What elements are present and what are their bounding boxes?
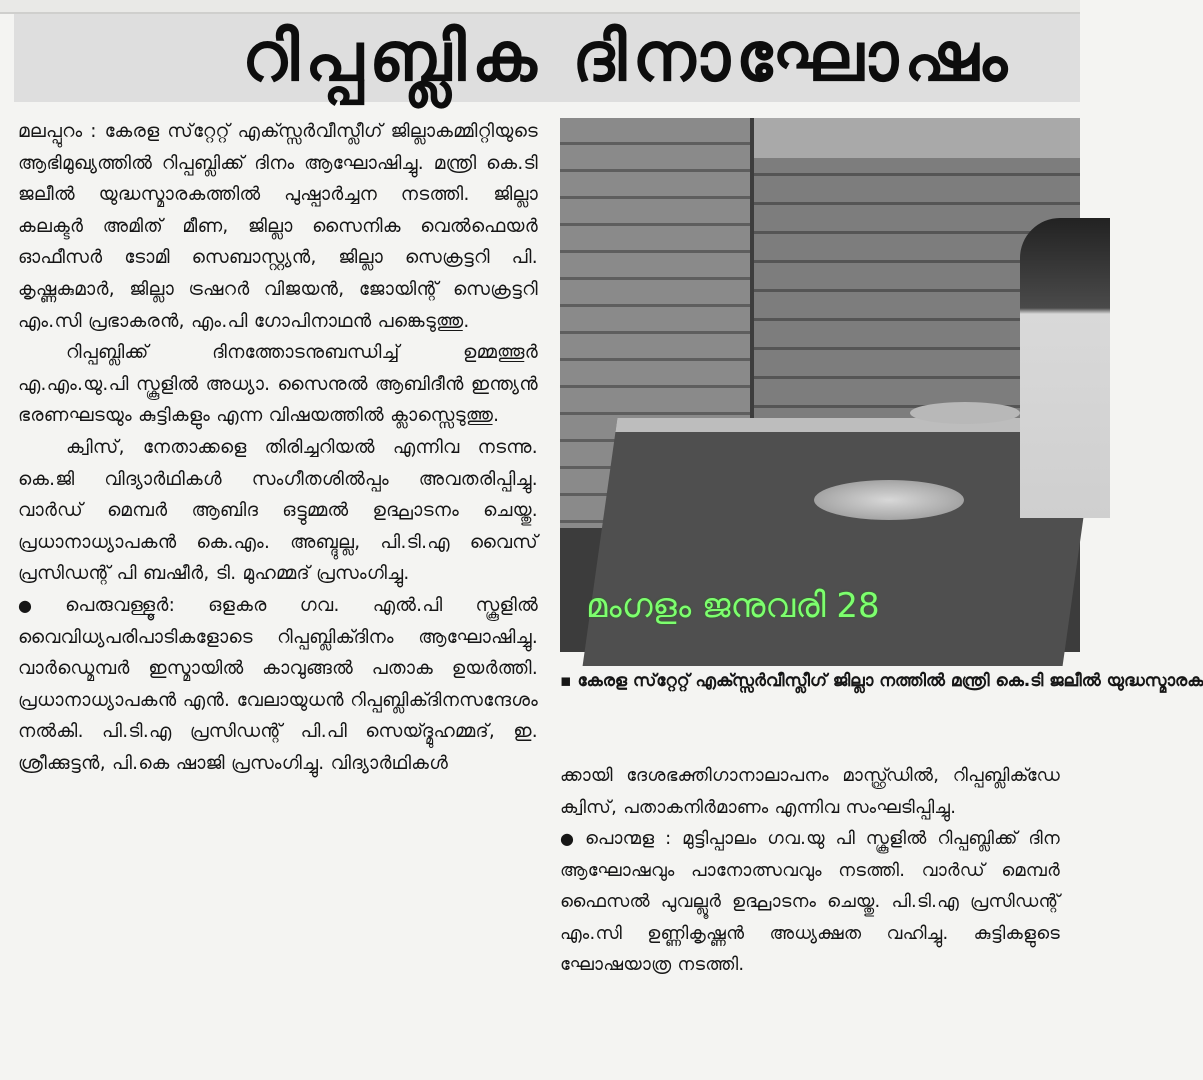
article-paragraph-1: മലപ്പുറം : കേരള സ്‌റ്റേറ്റ് എക്സ്സർവീസ്ലീഗ് ജില്ലാകമ്മിറ്റിയുടെ ആഭിമുഖ്യത്തിൽ റിപ്പബ്ലിക്ക് ദിനം ആഘോഷിച്ചു. മന്ത്രി കെ.ടി ജലീൽ യുദ്ധസ്മാരകത്തിൽ പുഷ്പാർച്ചന നടത്തി. ജില്ലാ കലക്ടർ അമിത് മീണ, ജില്ലാ സൈനിക വെൽഫെയർ ഓഫീസർ ടോമി സെബാസ്റ്റ്യൻ, ജില്ലാ സെക്രട്ടറി പി. കൃഷ്ണകുമാർ, ജില്ലാ ട്രഷറർ വിജയൻ, ജോയിന്റ് സെക്രട്ടറി എം.സി പ്രഭാകരൻ, എം.പി ഗോപിനാഥൻ പങ്കെടുത്തു. — [18, 121, 538, 332]
photo-person — [1020, 218, 1110, 518]
article-paragraph-3: ക്വിസ്, നേതാക്കളെ തിരിച്ചറിയൽ എന്നിവ നടന്നു. കെ.ജി വിദ്യാർഥികൾ സംഗീതശിൽപ്പം അവതരിപ്പിച്ചു. വാർഡ് മെമ്പർ ആബിദ ഒട്ടുമ്മൽ ഉദ്ഘാടനം ചെയ്തു. പ്രധാനാധ്യാപകൻ കെ.എം. അബ്ദുല്ല, പി.ടി.എ വൈസ് പ്രസിഡന്റ് പി ബഷീർ, ടി. മുഹമ്മദ് പ്രസംഗിച്ചു. — [18, 436, 538, 585]
news-photo — [560, 118, 1080, 652]
article-paragraph-4 — [18, 590, 538, 780]
photo-wreath — [814, 480, 964, 520]
article-paragraph-2: റിപ്പബ്ലിക്ക് ദിനത്തോടനുബന്ധിച്ച് ഉമ്മത്തൂർ എ.എം.യു.പി സ്കൂളിൽ അധ്യാ. സൈനുൽ ആബിദീൻ ഇന്ത്യൻ ഭരണഘടയും കുട്ടികളും എന്ന വിഷയത്തിൽ ക്ലാസ്സെടുത്തു. — [18, 342, 538, 427]
right-paragraph-1: ക്കായി ദേശഭക്തിഗാനാലാപനം മാസ്റ്റ്ഡ്രിൽ, റിപ്പബ്ലിക്ഡേ ക്വിസ്, പതാകനിർമാണം എന്നിവ സംഘടിപ്പിച്ചു. — [560, 765, 1060, 818]
photo-date-overlay: മംഗളം ജനുവരി 28 — [586, 586, 880, 626]
bullet-icon: ● — [560, 829, 579, 848]
headline-band — [14, 14, 1080, 102]
photo-caption: ▪ കേരള സ്‌റ്റേറ്റ് എക്സ്സർവീസ്ലീഗ് ജില്ലാ നത്തിൽ മന്ത്രി കെ.ടി ജലീൽ യുദ്ധസ്മാരക — [560, 671, 1203, 691]
photo-wall-cap — [740, 118, 1080, 158]
photo-wreath-back — [910, 402, 1020, 424]
left-article-column — [18, 116, 538, 779]
article-paragraph-4-text: പെരുവള്ളൂർ: ഒളകര ഗവ. എൽ.പി സ്കൂളിൽ വൈവിധ്യപരിപാടികളോടെ റിപ്പബ്ലിക്ദിനം ആഘോഷിച്ചു. വാർഡ്മെമ്പർ ഇസ്മായിൽ കാവുങ്ങൽ പതാക ഉയർത്തി. പ്രധാനാധ്യാപകൻ എൻ. വേലായുധൻ റിപ്പബ്ലിക്ദിനസന്ദേശം നൽകി. പി.ടി.എ പ്രസിഡന്റ് പി.പി സെയ്ദ്മുഹമ്മദ്, ഇ. ശ്രീക്കുട്ടൻ, പി.കെ ഷാജി പ്രസംഗിച്ചു. വിദ്യാർഥികൾ — [18, 594, 538, 774]
top-rule — [0, 0, 1080, 14]
bullet-icon: ● — [18, 595, 60, 615]
right-article-column — [560, 760, 1060, 981]
right-paragraph-2 — [560, 823, 1060, 981]
headline-text: റിപ്പബ്ലിക ദിനാഘോഷം — [242, 18, 1014, 97]
right-paragraph-2-text: പൊന്മള : മുട്ടിപ്പാലം ഗവ.യു പി സ്കൂളിൽ റിപ്പബ്ലിക്ക് ദിന ആഘോഷവും പാനോത്സവവും നടത്തി. വാർഡ് മെമ്പർ ഫൈസൽ പുവല്ലൂർ ഉദ്ഘാടനം ചെയ്തു. പി.ടി.എ പ്രസിഡന്റ് എം.സി ഉണ്ണികൃഷ്ണൻ അധ്യക്ഷത വഹിച്ചു. കുട്ടികളുടെ ഘോഷയാത്ര നടത്തി. — [560, 828, 1061, 975]
